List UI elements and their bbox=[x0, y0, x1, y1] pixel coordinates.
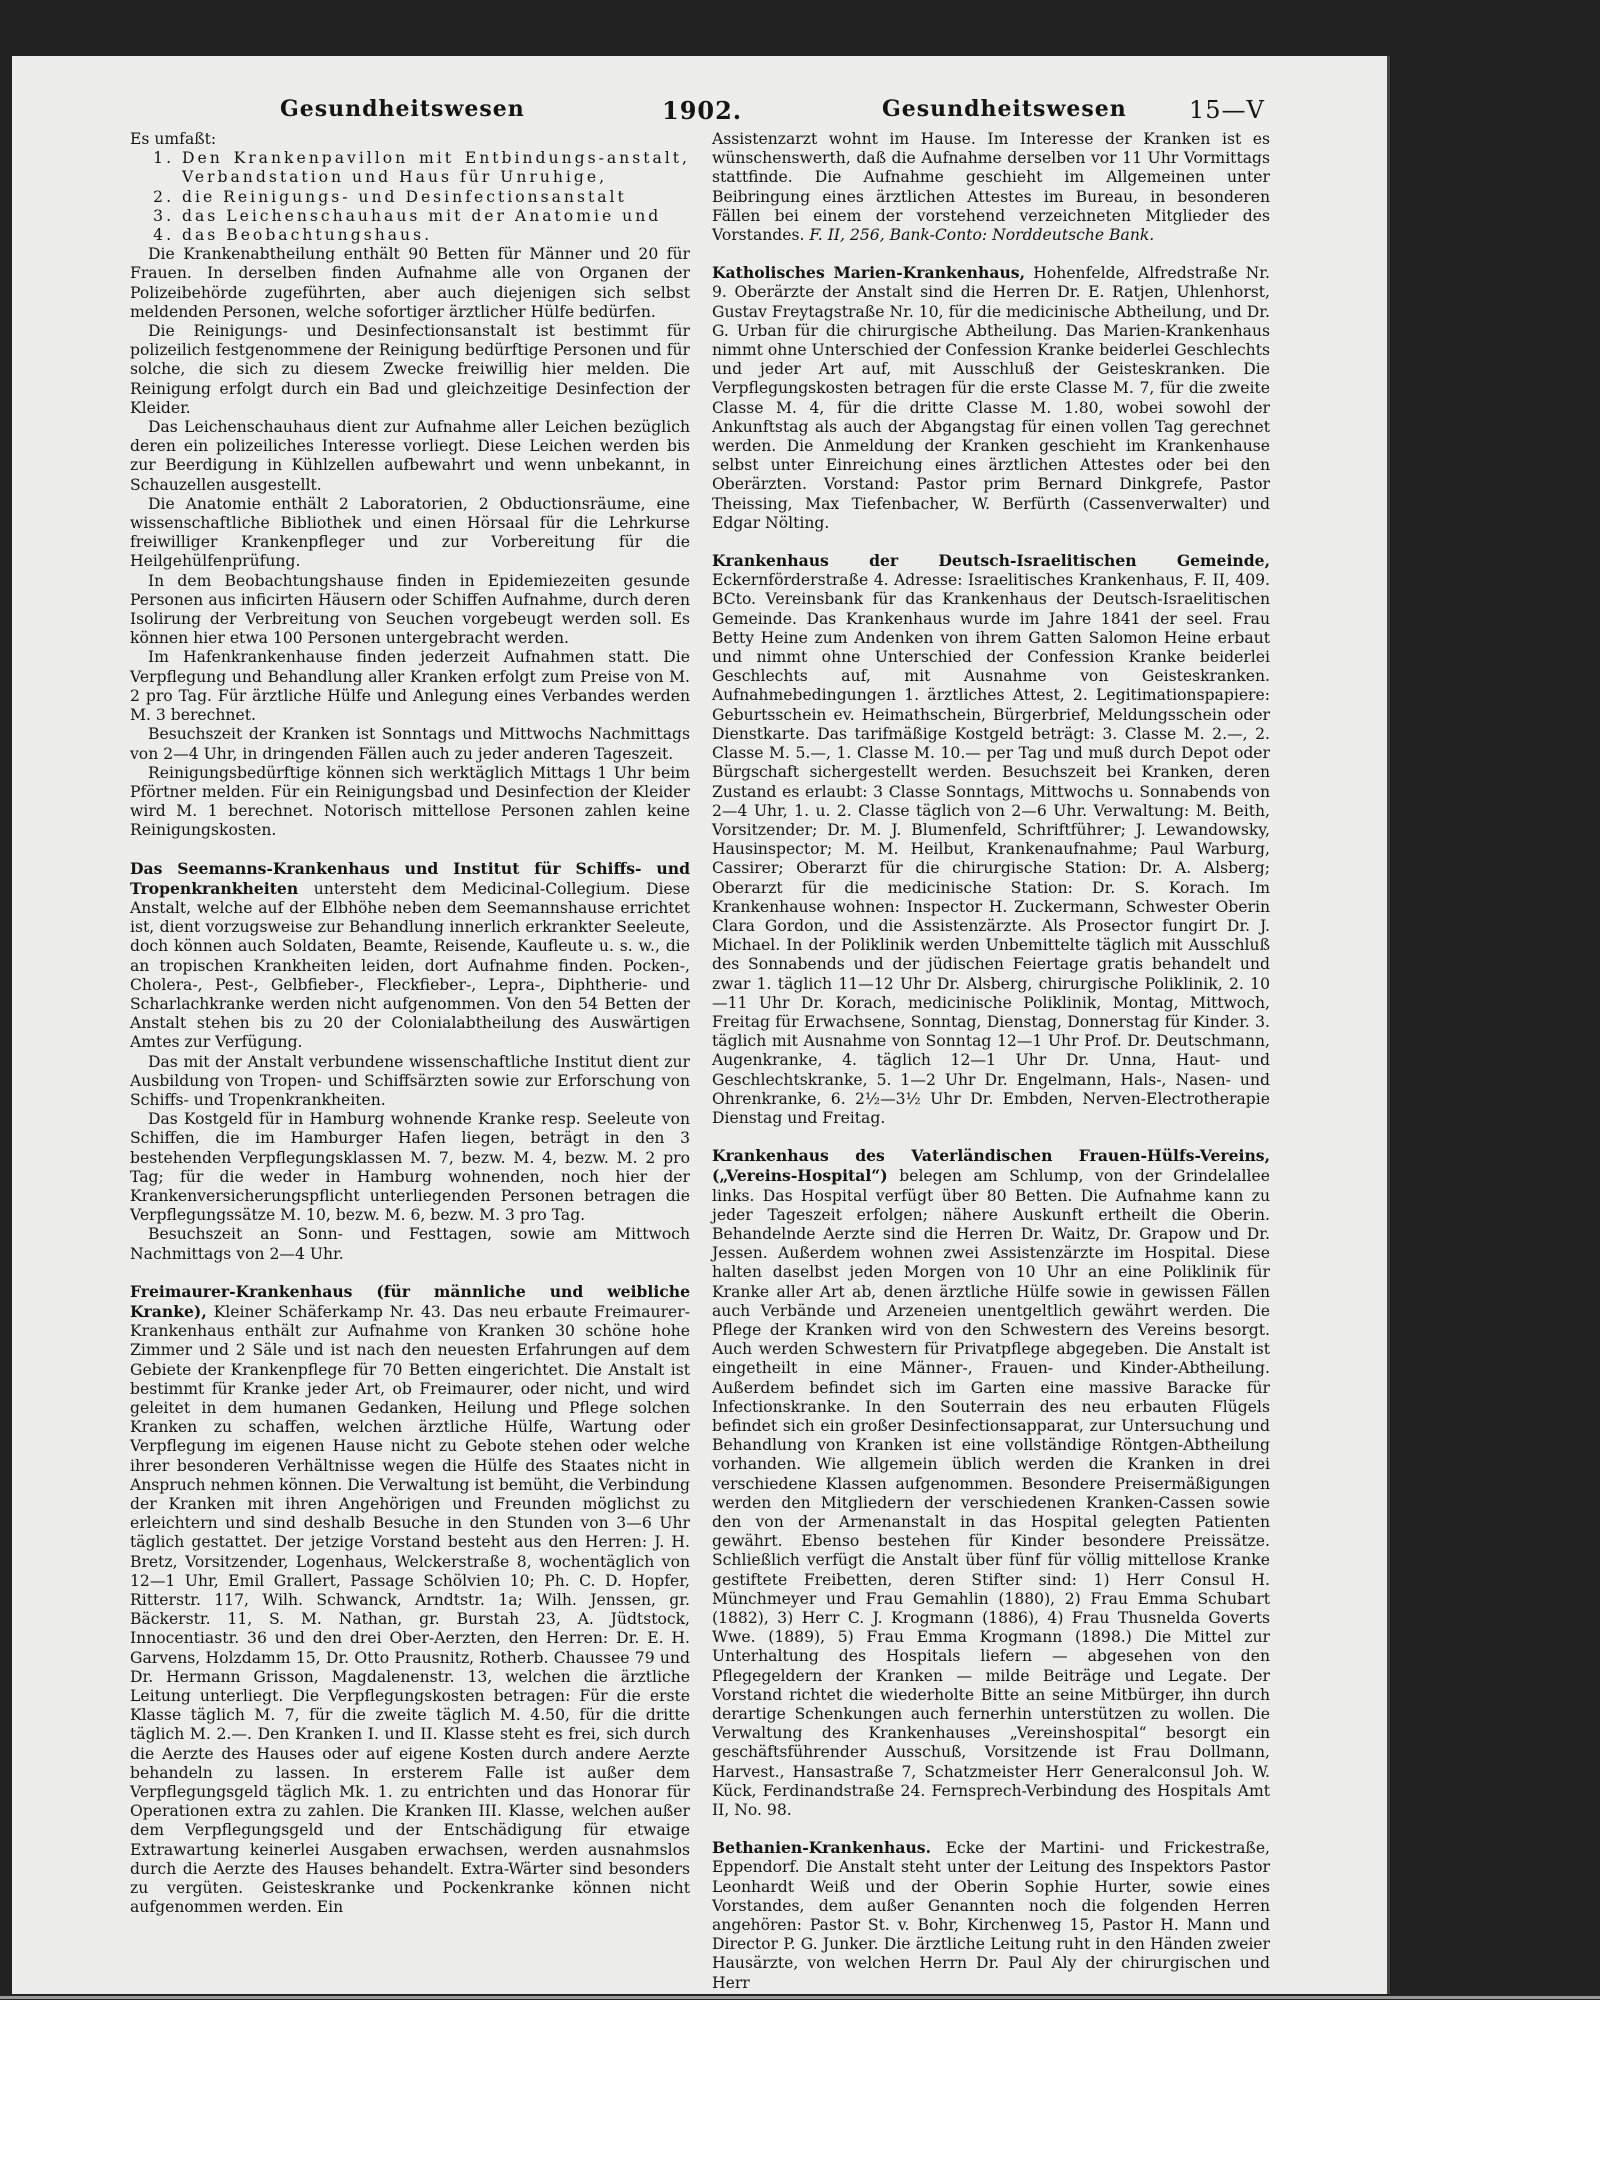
paragraph: Das mit der Anstalt verbundene wissenschaftliche Institut dient zur Ausbildung von Tropen- und Schiffsärzten sowie zur Erforschung von Schiffs- und Tropenkrankheiten. bbox=[130, 1052, 690, 1109]
paragraph: Im Hafenkrankenhause finden jederzeit Aufnahmen statt. Die Verpflegung und Behandlung aller Kranken erfolgt zum Preise von M. 2 pro Tag. Für ärztliche Hülfe und Anlegung eines Verbandes werden M. 3 berechnet. bbox=[130, 648, 690, 725]
page-number: 15—V bbox=[1189, 96, 1265, 124]
paragraph: Besuchszeit an Sonn- und Festtagen, sowie am Mittwoch Nachmittags von 2—4 Uhr. bbox=[130, 1225, 690, 1263]
entry-text: untersteht dem Medicinal-Collegium. Diese Anstalt, welche auf der Elbhöhe neben dem Seemannshause errichtet ist, dient vorzugsweise zur Behandlung innerlich erkrankter Seeleute, doch können auch Soldaten, Beamte, Reisende, Kaufleute u. s. w., die an tropischen Krankheiten leiden, dort Aufnahme finden. Pocken-, Cholera-, Pest-, Gelbfieber-, Fleckfieber-, Lepra-, Diphtherie- und Scharlachkranke werden nicht aufgenommen. Von den 54 Betten der Anstalt stehen bis zu 20 der Colonialabtheilung des Auswärtigen Amtes zur Verfügung. bbox=[130, 879, 690, 1052]
entry-title: Freimaurer-Krankenhaus (für männliche und weibliche Kranke), bbox=[130, 1281, 690, 1321]
entry-seemanns-krankenhaus bbox=[130, 859, 690, 1053]
entry-israelitisches-krankenhaus bbox=[712, 551, 1270, 1128]
list-item: 1. Den Krankenpavillon mit Entbindungs-anstalt, Verbandstation und Haus für Unruhige, bbox=[182, 149, 690, 187]
entry-vereins-hospital bbox=[712, 1146, 1270, 1820]
intro-line: Es umfaßt: bbox=[130, 130, 217, 148]
continued-paragraph bbox=[712, 130, 1270, 245]
entry-text: belegen am Schlump, von der Grindelallee links. Das Hospital verfügt über 80 Betten. Die Aufnahme kann zu jeder Tageszeit erfolgen; nähere Auskunft ertheilt die Oberin. Behandelnde Aerzte sind die Herren Dr. Waitz, Dr. Grapow und Dr. Jessen. Außerdem wohnen zwei Assistenzärzte im Hospital. Diese halten daselbst jeden Morgen von 10 Uhr an eine Poliklinik für Kranke aller Art ab, denen ärztliche Hülfe sowie in gewissen Fällen auch Verbände und Arzeneien unentgeltlich gewährt werden. Die Pflege der Kranken wird von den Schwestern des Vereins besorgt. Auch werden Schwestern für Privatpflege abgegeben. Die Anstalt ist eingetheilt in eine Männer-, Frauen- und Kinder-Abtheilung. Außerdem befindet sich im Garten eine massive Baracke für Infectionskranke. In den Souterrain des neu erbauten Flügels befindet sich ein großer Desinfectionsapparat, zur Untersuchung und Behandlung von Kranken ist eine vollständige Röntgen-Abtheilung vorhanden. Wie allgemein üblich werden die Kranken in drei verschiedene Klassen aufgenommen. Besondere Preisermäßigungen werden den Mitgliedern der verschiedenen Kranken-Cassen sowie den von der Armenanstalt in das Hospital gelegten Patienten gewährt. Ebenso bestehen für Kinder besondere Preissätze. Schließlich verfügt die Anstalt über fünf für völlig mittellose Kranke gestiftete Freibetten, deren Stifter sind: 1) Herr Consul H. Münchmeyer und Frau Gemahlin (1880), 2) Frau Emma Schubart (1882), 3) Herr C. J. Krogmann (1886), 4) Frau Thusnelda Goverts Wwe. (1889), 5) Frau Emma Krogmann (1898.) Die Mittel zur Unterhaltung des Hospitals liefern — abgesehen von den Pflegegeldern der Kranken — milde Beiträge und Legate. Der Vorstand richtet die wiederholte Bitte an seine Mitbürger, ihn durch derartige Schenkungen auch fernerhin unterstützen zu wollen. Die Verwaltung des Krankenhauses „Vereinshospital“ besorgt ein geschäftsführender Ausschuß, Vorsitzende ist Frau Dollmann, Harvest., Hansastraße 7, Schatzmeister Herr Generalconsul Joh. W. Kück, Ferdinandstraße 24. Fernsprech-Verbindung des Hospitals Amt II, No. 98. bbox=[712, 1167, 1270, 1820]
scan-edge bbox=[0, 1996, 1600, 1999]
paragraph: Besuchszeit der Kranken ist Sonntags und Mittwochs Nachmittags von 2—4 Uhr, in dringenden Fällen auch zu jeder anderen Tageszeit. bbox=[130, 725, 690, 763]
entry-text: Ecke der Martini- und Frickestraße, Eppendorf. Die Anstalt steht unter der Leitung des Inspektors Pastor Leonhardt Weiß und der Oberin Sophie Hurter, sowie eines Vorstandes, dem außer Genannten noch die folgenden Herren angehören: Pastor St. v. Bohr, Kirchenweg 15, Pastor H. Mann und Director P. G. Junker. Die ärztliche Leitung ruht in den Händen zweier Hausärzte, von welchen Herrn Dr. Paul Aly der chirurgischen und Herr bbox=[712, 1839, 1270, 1992]
paragraph: Die Anatomie enthält 2 Laboratorien, 2 Obductionsräume, eine wissenschaftliche Bibliothek und einen Hörsaal für die Lehrkurse freiwilliger Krankenpfleger und zur Vorbereitung für die Heilgehülfenprüfung. bbox=[130, 494, 690, 571]
entry-text: Kleiner Schäferkamp Nr. 43. Das neu erbaute Freimaurer-Krankenhaus enthält zur Aufnahme von Kranken 30 schöne hohe Zimmer und 2 Säle und ist nach den neuesten Erfahrungen auf dem Gebiete der Krankenpflege für 70 Betten eingerichtet. Die Anstalt ist bestimmt für Kranke jeder Art, ob Freimaurer, oder nicht, und wird geleitet in dem humanen Gedanken, Heilung und Pflege solchen Kranken zu schaffen, welchen ärztliche Hülfe, Wartung oder Verpflegung im eigenen Hause nicht zu Gebote stehen oder welche ihrer besonderen Verhältnisse wegen die Hülfe des Staates nicht in Anspruch nehmen können. Die Verwaltung ist bemüht, die Verbindung der Kranken mit ihren Angehörigen und Freunden möglichst zu erleichtern und sind deshalb Besuche in den Stunden von 3—6 Uhr täglich gestattet. Der jetzige Vorstand besteht aus den Herren: J. H. Bretz, Vorsitzender, Logenhaus, Welckerstraße 8, wochentäglich von 12—1 Uhr, Emil Grallert, Passage Schölvien 10; Ph. C. D. Hopfer, Ritterstr. 117, Wilh. Schwanck, Arndtstr. 1a; Wilh. Jenssen, gr. Bäckerstr. 11, S. M. Nathan, gr. Burstah 23, A. Jüdtstock, Innocentiastr. 36 und den drei Ober-Aerzten, den Herren: Dr. E. H. Garvens, Holzdamm 15, Dr. Otto Prausnitz, Rotherb. Chaussee 79 und Dr. Hermann Grisson, Magdalenenstr. 13, welchen die ärztliche Leitung unterliegt. Die Verpflegungskosten betragen: Für die erste Klasse täglich M. 7, für die zweite täglich M. 4.50, für die dritte täglich M. 2.—. Den Kranken I. und II. Klasse steht es frei, sich durch die Aerzte des Hauses oder auf eigene Kosten durch andere Aerzte behandeln zu lassen. In ersterem Falle ist außer dem Verpflegungsgeld täglich Mk. 1. zu entrichten und das Honorar für Operationen extra zu zahlen. Die Kranken III. Klasse, welchen außer dem Verpflegungsgeld und der Entschädigung für etwaige Extrawartung keinerlei Ausgaben erwachsen, werden ausnahmslos durch die Aerzte des Hauses behandelt. Extra-Wärter sind besonders zu vergüten. Geisteskranke und Pockenkranke können nicht aufgenommen werden. Ein bbox=[130, 1302, 690, 1917]
list-item: 4. das Beobachtungshaus. bbox=[182, 226, 690, 245]
list-item: 2. die Reinigungs- und Desinfectionsanstalt bbox=[182, 188, 690, 207]
right-column bbox=[712, 130, 1270, 1993]
paragraph: Das Kostgeld für in Hamburg wohnende Kranke resp. Seeleute von Schiffen, die im Hamburger Hafen liegen, beträgt in den 3 bestehenden Verpflegungsklassen M. 7, bezw. M. 4, bezw. M. 2 pro Tag; für die weder in Hamburg wohnenden, noch hier der Krankenversicherungspflicht unterliegenden Personen betragen die Verpflegungssätze M. 10, bezw. M. 6, bezw. M. 3 pro Tag. bbox=[130, 1110, 690, 1225]
running-head-left: Gesundheitswesen bbox=[280, 96, 525, 122]
paragraph: Das Leichenschauhaus dient zur Aufnahme aller Leichen bezüglich deren ein polizeiliches Interesse vorliegt. Diese Leichen werden bis zur Beerdigung in Kühlzellen aufbewahrt und wenn unbekannt, in Schauzellen ausgestellt. bbox=[130, 418, 690, 494]
list-item: 3. das Leichenschauhaus mit der Anatomie und bbox=[182, 207, 690, 226]
scanned-page bbox=[12, 56, 1390, 1994]
paragraph: Reinigungsbedürftige können sich werktäglich Mittags 1 Uhr beim Pförtner melden. Für ein Reinigungsbad und Desinfection der Kleider wird M. 1 berechnet. Notorisch mittellose Personen zahlen keine Reinigungskosten. bbox=[130, 763, 690, 840]
entry-title: Krankenhaus des Vaterländischen Frauen-Hülfs-Vereins, („Vereins-Hospital“) bbox=[712, 1146, 1270, 1186]
entry-title: Katholisches Marien-Krankenhaus, bbox=[712, 263, 1026, 283]
entry-title: Krankenhaus der Deutsch-Israelitischen Gemeinde, bbox=[712, 551, 1270, 571]
entry-text: Assistenzarzt wohnt im Hause. Im Interesse der Kranken ist es wünschenswerth, daß die Aufnahme derselben vor 11 Uhr Vormittags stattfinde. Die Aufnahme geschieht im Allgemeinen unter Beibringung eines ärztlichen Attestes im Bureau, in besonderen Fällen bei einem der vorstehend verzeichneten Mitglieder des Vorstandes. bbox=[712, 130, 1270, 245]
entry-freimaurer-krankenhaus bbox=[130, 1282, 690, 1918]
running-head-right: Gesundheitswesen bbox=[882, 96, 1127, 122]
paragraph: In dem Beobachtungshause finden in Epidemiezeiten gesunde Personen aus inficirten Häusern oder Schiffen Aufnahme, durch deren Isolirung der Verbreitung von Seuchen vorgebeugt werden soll. Es können hier etwa 100 Personen untergebracht werden. bbox=[130, 571, 690, 648]
entry-marien-krankenhaus bbox=[712, 263, 1270, 533]
entry-title: Das Seemanns-Krankenhaus und Institut für Schiffs- und Tropenkrankheiten bbox=[130, 858, 690, 898]
entry-text: Hohenfelde, Alfredstraße Nr. 9. Oberärzte der Anstalt sind die Herren Dr. E. Ratjen, Uhlenhorst, Gustav Freytagstraße Nr. 10, für die medicinische Abtheilung, und Dr. G. Urban für die chirurgische Abtheilung. Das Marien-Krankenhaus nimmt ohne Unterschied der Confession Kranke beiderlei Geschlechts und jeder Art auf, mit Ausschluß der Geisteskranken. Die Verpflegungskosten betragen für die erste Classe M. 7, für die zweite Classe M. 4, für die dritte Classe M. 1.80, wobei sowohl der Ankunftstag als auch der Abgangstag für einen vollen Tag gerechnet werden. Die Anmeldung der Kranken geschieht im Krankenhause selbst unter Einreichung eines ärztlichen Attestes oder bei den Oberärzten. Vorstand: Pastor prim Bernard Dinkgrefe, Pastor Theissing, Max Tiefenbacher, W. Berfürth (Cassenverwalter) und Edgar Nölting. bbox=[712, 264, 1270, 532]
entry-title: Bethanien-Krankenhaus. bbox=[712, 1838, 931, 1858]
entry-text-tail: F. II, 256, Bank-Conto: Norddeutsche Bank. bbox=[809, 226, 1155, 245]
paragraph: Die Reinigungs- und Desinfectionsanstalt ist bestimmt für polizeilich festgenommene der Reinigung bedürftige Personen und für solche, die sich zu diesem Zwecke freiwillig hier melden. Die Reinigung erfolgt durch ein Bad und gleichzeitige Desinfection der Kleider. bbox=[130, 322, 690, 417]
running-head-year: 1902. bbox=[662, 96, 743, 125]
facility-list bbox=[130, 149, 690, 245]
paragraph: Die Krankenabtheilung enthält 90 Betten für Männer und 20 für Frauen. In derselben finden Aufnahme alle von Organen der Polizeibehörde zugeführten, aber auch diejenigen sich selbst meldenden Personen, welche sofortiger ärztlicher Hülfe bedürfen. bbox=[130, 245, 690, 321]
entry-text: Eckernförderstraße 4. Adresse: Israelitisches Krankenhaus, F. II, 409. BCto. Vereinsbank für das Krankenhaus der Deutsch-Israelitischen Gemeinde. Das Krankenhaus wurde im Jahre 1841 der seel. Frau Betty Heine zum Andenken von ihrem Gatten Salomon Heine erbaut und nimmt ohne Unterschied der Confession Kranke beiderlei Geschlechts auf, mit Ausnahme von Geisteskranken. Aufnahmebedingungen 1. ärztliches Attest, 2. Legitimationspapiere: Geburtsschein ev. Heimathschein, Bürgerbrief, Meldungsschein oder Dienstkarte. Das tarifmäßige Kostgeld beträgt: 3. Classe M. 2.—, 2. Classe M. 5.—, 1. Classe M. 10.— per Tag und muß durch Depot oder Bürgschaft sichergestellt werden. Besuchszeit bei Kranken, deren Zustand es erlaubt: 3 Classe Sonntags, Mittwochs u. Sonnabends von 2—4 Uhr, 1. u. 2. Classe täglich von 2—6 Uhr. Verwaltung: M. Beith, Vorsitzender; Dr. M. J. Blumenfeld, Schriftführer; J. Lewandowsky, Hausinspector; M. M. Heilbut, Krankenaufnahme; Paul Warburg, Cassirer; Oberarzt für die chirurgische Station: Dr. A. Alsberg; Oberarzt für die medicinische Station: Dr. S. Korach. Im Krankenhause wohnen: Inspector H. Zuckermann, Schwester Oberin Clara Gordon, und die Assistenzärzte. Als Prosector fungirt Dr. J. Michael. In der Poliklinik werden Unbemittelte täglich mit Ausschluß des Sonnabends und der jüdischen Feiertage gratis behandelt und zwar 1. täglich 11—12 Uhr Dr. Alsberg, chirurgische Poliklinik, 2. 10—11 Uhr Dr. Korach, medicinische Poliklinik, Montag, Mittwoch, Freitag für Erwachsene, Sonntag, Dienstag, Donnerstag für Kinder. 3. täglich mit Ausnahme von Sonntag 12—1 Uhr Prof. Dr. Deutschmann, Augenkranke, 4. täglich 12—1 Uhr Dr. Unna, Haut- und Geschlechtskranke, 5. 1—2 Uhr Dr. Engelmann, Hals-, Nasen- und Ohrenkranke, 6. 2½—3½ Uhr Dr. Embden, Nerven-Electrotherapie Dienstag und Freitag. bbox=[712, 571, 1270, 1127]
left-column bbox=[130, 130, 690, 1917]
entry-bethanien-krankenhaus bbox=[712, 1838, 1270, 1993]
